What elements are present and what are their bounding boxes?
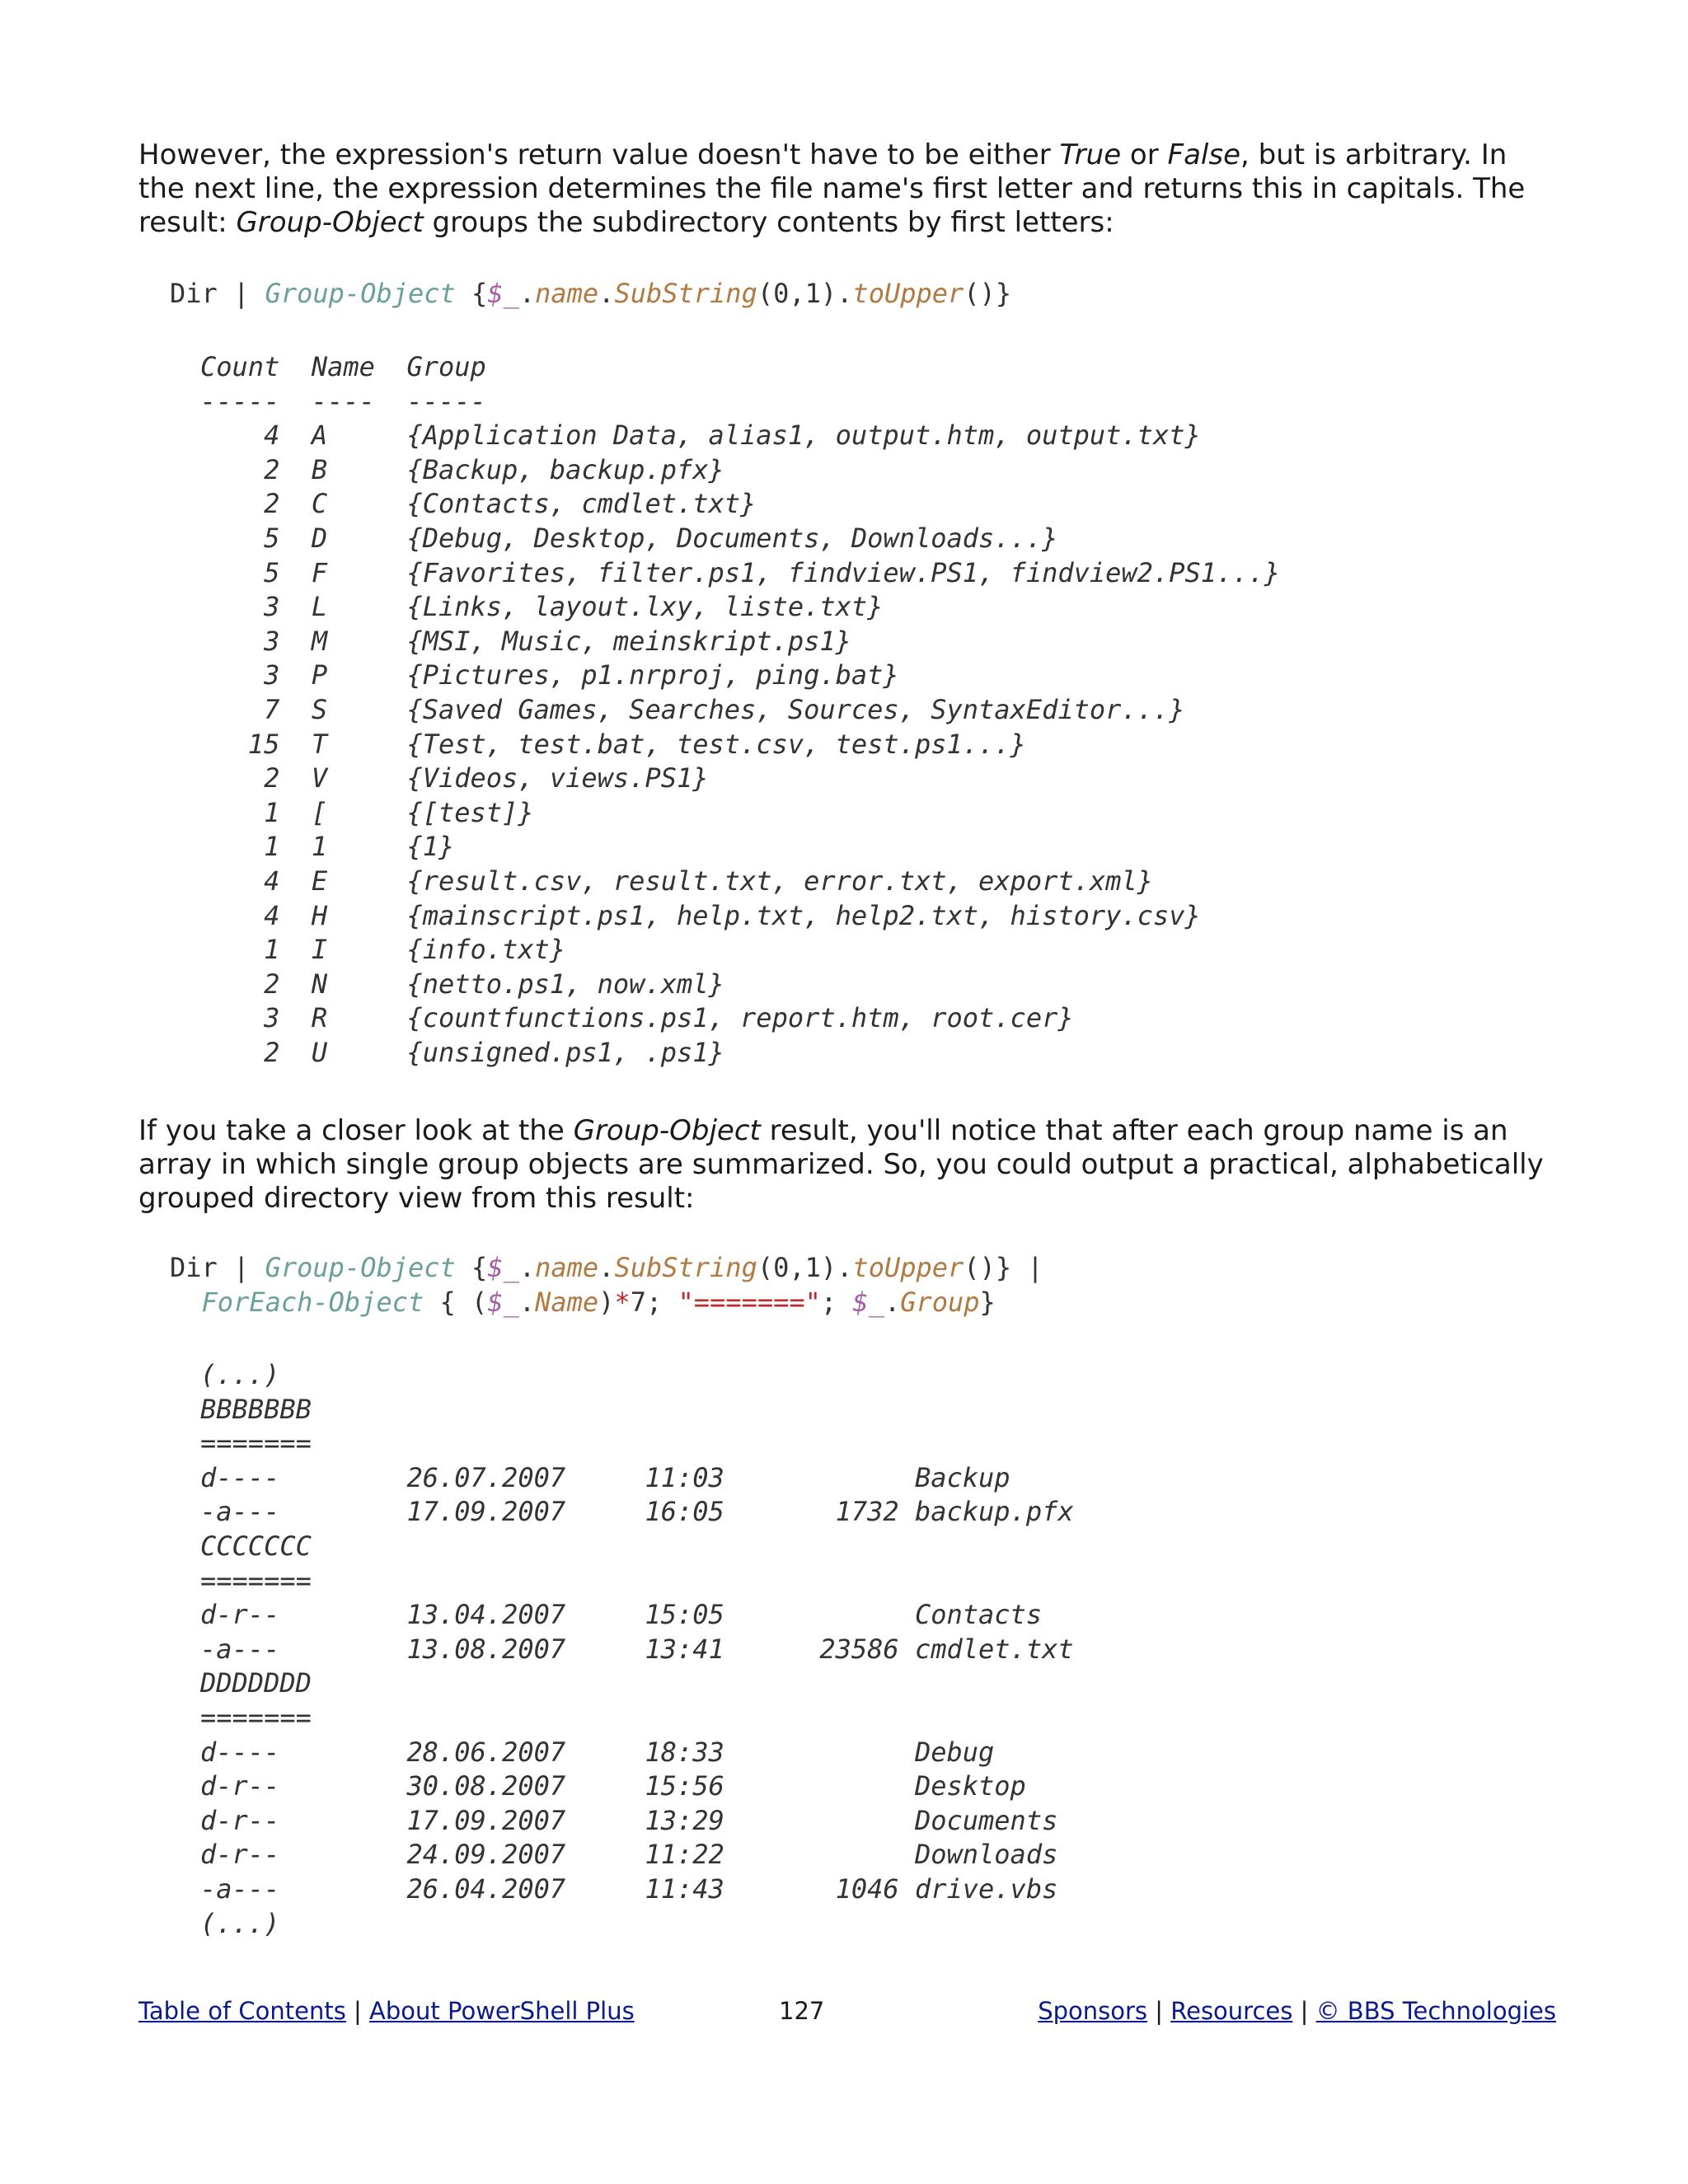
code-token: .	[518, 1252, 536, 1283]
cell-name: V	[311, 762, 328, 794]
cell-name: M	[311, 625, 328, 657]
table-row	[200, 831, 454, 862]
cell-group: {info.txt}	[406, 934, 566, 966]
footer-left-links	[138, 1993, 635, 2029]
code-token: .	[518, 1286, 536, 1318]
footer-right-links	[1038, 1993, 1556, 2029]
listing-line: -a--- 13.08.2007 13:41 23586 cmdlet.txt	[200, 1633, 1074, 1665]
cell-count: 5	[264, 522, 280, 554]
cell-group: {unsigned.ps1, .ps1}	[406, 1036, 724, 1068]
cell-group: {Backup, backup.pfx}	[406, 453, 724, 485]
table-row	[200, 659, 899, 691]
listing-line: (...)	[200, 1907, 280, 1939]
code-method: SubString	[614, 1252, 757, 1283]
cell-group: {Saved Games, Searches, Sources, SyntaxEditor...}	[406, 693, 1185, 725]
listing-line: BBBBBBB	[200, 1393, 312, 1425]
code-method: toUpper	[852, 1252, 964, 1283]
listing-line: CCCCCCC	[200, 1530, 312, 1562]
rule: ----	[311, 385, 375, 417]
code-token: )	[598, 1286, 615, 1318]
cell-count: 4	[264, 899, 280, 931]
code-token: {	[455, 1252, 488, 1283]
code-command-2	[170, 1251, 1043, 1319]
listing-line: =======	[200, 1701, 312, 1733]
cell-count: 2	[264, 762, 280, 794]
listing-line: -a--- 17.09.2007 16:05 1732 backup.pfx	[200, 1496, 1074, 1528]
code-token: {	[455, 278, 488, 309]
table-row	[200, 900, 1201, 931]
listing-line: =======	[200, 1427, 312, 1460]
table-row	[200, 797, 534, 828]
cell-group: {netto.ps1, now.xml}	[406, 968, 724, 1000]
code-cmdlet: ForEach-Object	[201, 1286, 424, 1318]
code-token: ()} |	[964, 1252, 1043, 1283]
cell-count: 7	[264, 693, 280, 725]
table-row	[200, 729, 1026, 760]
text: If you take a closer look at the	[138, 1114, 574, 1147]
cell-count: 1	[264, 831, 280, 863]
code-token: (0,1).	[757, 278, 853, 309]
table-row	[200, 626, 851, 657]
page-number: 127	[779, 1997, 825, 2025]
cell-count: 4	[264, 865, 280, 897]
listing-line: -a--- 26.04.2007 11:43 1046 drive.vbs	[200, 1872, 1058, 1905]
cell-name: [	[311, 796, 328, 828]
cell-count: 2	[264, 1036, 280, 1068]
code-variable: $_	[852, 1286, 884, 1318]
code-token: ;	[820, 1286, 853, 1318]
code-property: name	[535, 1252, 599, 1283]
header-count: Count	[200, 351, 280, 382]
cell-name: B	[311, 453, 328, 485]
cell-name: 1	[311, 831, 328, 863]
cell-count: 2	[264, 453, 280, 485]
code-token: Dir |	[170, 1252, 265, 1283]
cell-count: 1	[264, 934, 280, 966]
emphasis-false: False	[1167, 138, 1240, 171]
separator: |	[1147, 1997, 1171, 2025]
cell-name: S	[311, 693, 328, 725]
cell-group: {countfunctions.ps1, report.htm, root.cer}	[406, 1002, 1074, 1034]
code-property: Group	[900, 1286, 980, 1318]
text: However, the expression's return value doesn't have to be either	[138, 138, 1060, 171]
code-token: (0,1).	[757, 1252, 853, 1283]
text: groups the subdirectory contents by first letters:	[423, 206, 1114, 239]
cell-group: {Favorites, filter.ps1, findview.PS1, findview2.PS1...}	[406, 556, 1281, 588]
cell-count: 1	[264, 796, 280, 828]
cell-count: 3	[264, 659, 280, 691]
code-variable: $_	[487, 278, 519, 309]
group-output-table	[200, 350, 1280, 1070]
text: result, you'll notice that after each group name is an array in which single group objects are summarized. So, you could output a practical, alphabetically grouped directory view from this result:	[138, 1114, 1544, 1215]
text: , but is arbitrary. In the next line, the expression determines the file name's first letter and returns this in capitals. The result:	[138, 138, 1526, 239]
code-cmdlet: Group-Object	[265, 1252, 456, 1283]
cell-name: T	[311, 728, 328, 760]
resources-link[interactable]: Resources	[1170, 1997, 1293, 2025]
cell-group: {[test]}	[406, 796, 534, 828]
cell-name: C	[311, 488, 328, 520]
cell-name: P	[311, 659, 328, 691]
rule: -----	[406, 385, 486, 417]
table-of-contents-link[interactable]: Table of Contents	[138, 1997, 346, 2025]
rule: -----	[200, 385, 280, 417]
cell-group: {Contacts, cmdlet.txt}	[406, 488, 757, 520]
table-row	[200, 591, 883, 622]
cell-count: 3	[264, 1002, 280, 1034]
code-token: .	[598, 278, 615, 309]
cell-name: E	[311, 865, 328, 897]
directory-output-listing	[200, 1358, 1074, 1941]
code-cmdlet: Group-Object	[265, 278, 456, 309]
listing-line: (...)	[200, 1359, 280, 1390]
cell-group: {Pictures, p1.nrproj, ping.bat}	[406, 659, 899, 691]
cell-group: {Debug, Desktop, Documents, Downloads...}	[406, 522, 1058, 554]
cell-group: {MSI, Music, meinskript.ps1}	[406, 625, 851, 657]
cell-group: {Videos, views.PS1}	[406, 762, 709, 794]
code-property: name	[535, 278, 599, 309]
cell-name: L	[311, 591, 328, 623]
cell-count: 15	[247, 728, 280, 760]
code-variable: $_	[487, 1252, 519, 1283]
code-variable: $_	[487, 1286, 519, 1318]
cell-count: 3	[264, 591, 280, 623]
code-token: { (	[424, 1286, 488, 1318]
table-row	[200, 557, 1280, 588]
code-method: toUpper	[852, 278, 964, 309]
code-token: }	[979, 1286, 996, 1318]
separator: |	[345, 1997, 370, 2025]
table-row	[200, 1002, 1074, 1033]
cell-count: 2	[264, 488, 280, 520]
cell-name: A	[311, 419, 328, 452]
code-token: ()}	[964, 278, 1012, 309]
sponsors-link[interactable]: Sponsors	[1038, 1997, 1148, 2025]
cell-group: {1}	[406, 831, 455, 863]
listing-line: DDDDDDD	[200, 1667, 312, 1699]
cell-count: 4	[264, 419, 280, 452]
table-row	[200, 865, 1153, 897]
header-group: Group	[406, 351, 486, 382]
code-property: Name	[535, 1286, 599, 1318]
cell-count: 5	[264, 556, 280, 588]
cell-name: R	[311, 1002, 328, 1034]
code-token: 7;	[630, 1286, 678, 1318]
listing-line: d-r-- 13.04.2007 15:05 Contacts	[200, 1599, 1043, 1631]
cell-count: 2	[264, 968, 280, 1000]
cell-group: {mainscript.ps1, help.txt, help2.txt, history.csv}	[406, 899, 1201, 931]
emphasis-group-object: Group-Object	[573, 1114, 761, 1147]
table-rule-row	[200, 386, 486, 417]
header-name: Name	[311, 351, 375, 382]
emphasis-group-object: Group-Object	[236, 206, 424, 239]
cell-name: H	[311, 899, 328, 931]
cell-name: F	[311, 556, 328, 588]
listing-line: d-r-- 17.09.2007 13:29 Documents	[200, 1804, 1058, 1836]
listing-line: d-r-- 30.08.2007 15:56 Desktop	[200, 1770, 1026, 1802]
cell-name: N	[311, 968, 328, 1000]
emphasis-true: True	[1059, 138, 1122, 171]
table-row	[200, 694, 1184, 725]
about-powershell-plus-link[interactable]: About PowerShell Plus	[369, 1997, 635, 2025]
listing-line: d---- 28.06.2007 18:33 Debug	[200, 1736, 995, 1768]
code-method: SubString	[614, 278, 757, 309]
table-row	[200, 762, 709, 794]
code-token: .	[884, 1286, 901, 1318]
table-row	[200, 454, 724, 485]
table-row	[200, 1037, 724, 1068]
listing-line: d-r-- 24.09.2007 11:22 Downloads	[200, 1839, 1058, 1871]
listing-line: =======	[200, 1564, 312, 1596]
code-string: "======="	[678, 1286, 821, 1318]
table-header-row	[200, 351, 486, 382]
bbs-technologies-link[interactable]: © BBS Technologies	[1315, 1997, 1556, 2025]
table-body	[200, 419, 1280, 1068]
cell-group: {Test, test.bat, test.csv, test.ps1...}	[406, 728, 1026, 760]
cell-group: {result.csv, result.txt, error.txt, export.xml}	[406, 865, 1153, 897]
table-row	[200, 968, 724, 1000]
table-row	[200, 523, 1057, 554]
paragraph-explanation	[138, 1114, 1556, 1216]
listing-line: d---- 26.07.2007 11:03 Backup	[200, 1461, 1010, 1493]
code-token: .	[518, 278, 536, 309]
cell-count: 3	[264, 625, 280, 657]
cell-group: {Application Data, alias1, output.htm, output.txt}	[406, 419, 1201, 452]
separator: |	[1292, 1997, 1316, 2025]
cell-name: U	[311, 1036, 328, 1068]
table-row	[200, 488, 756, 519]
code-token: Dir |	[170, 278, 265, 309]
code-operator: *	[614, 1286, 631, 1318]
code-token: .	[598, 1252, 615, 1283]
page-footer	[138, 1993, 1556, 2029]
cell-name: I	[311, 934, 328, 966]
table-row	[200, 419, 1201, 451]
cell-name: D	[311, 522, 328, 554]
paragraph-intro	[138, 138, 1556, 240]
code-command-1	[170, 277, 1011, 312]
text: or	[1121, 138, 1168, 171]
table-row	[200, 934, 565, 965]
cell-group: {Links, layout.lxy, liste.txt}	[406, 591, 884, 623]
